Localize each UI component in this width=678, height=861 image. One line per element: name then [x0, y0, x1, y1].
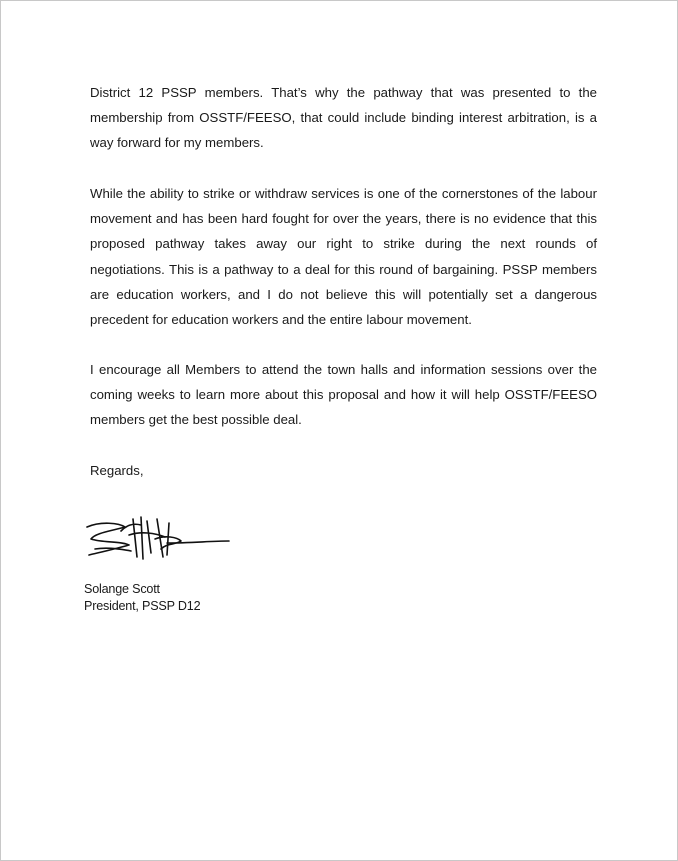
signer-title: President, PSSP D12 — [84, 599, 201, 613]
signer-name: Solange Scott — [84, 582, 160, 596]
closing-salutation: Regards, — [90, 463, 144, 478]
letter-paragraph-3: I encourage all Members to attend the town halls and information sessions over the coming weeks to learn more about this proposal and how it will help OSSTF/FEESO members get the best possible deal. — [90, 362, 597, 428]
letter-paragraph-1: District 12 PSSP members. That’s why the pathway that was presented to the membership from OSSTF/FEESO, that could include binding interest arbitration, is a way forward for my members. — [90, 85, 597, 151]
handwritten-signature — [81, 513, 233, 565]
letter-paragraph-2: While the ability to strike or withdraw services is one of the cornerstones of the labour movement and has been hard fought for over the years, there is no evidence that this proposed pathway takes away our right to strike during the next rounds of negotiations. This is a pathway to a deal for this round of bargaining. PSSP members are education workers, and I do not believe this will potentially set a dangerous precedent for education workers and the entire labour movement. — [90, 186, 597, 328]
